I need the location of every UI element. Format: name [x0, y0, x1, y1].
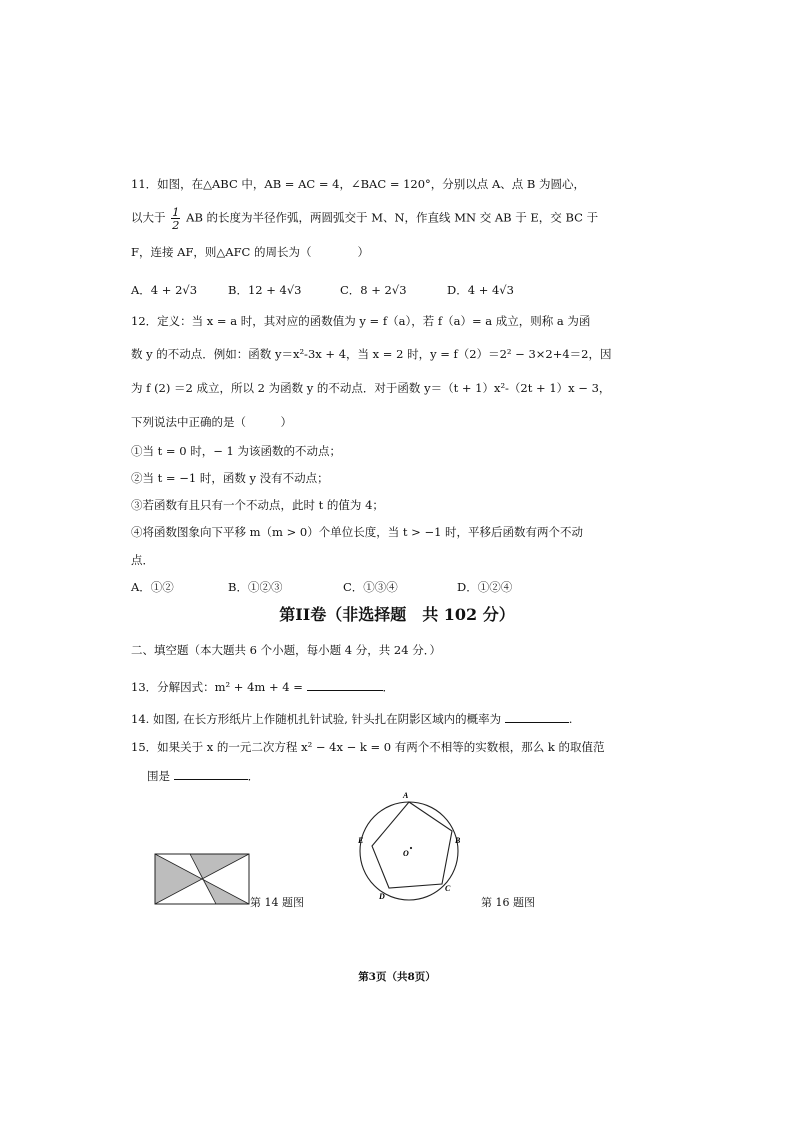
q14-line — [131, 710, 572, 727]
label-a: A — [403, 791, 409, 800]
fraction-one-half — [171, 206, 180, 231]
section-title: 第II卷（非选择题 共 102 分） — [279, 605, 515, 624]
q11-option-a: A．4 + 2√3 — [131, 283, 198, 297]
q12-statement-1: ①当 t = 0 时，− 1 为该函数的不动点； — [131, 444, 341, 458]
q11-option-d: D．4 + 4√3 — [447, 283, 514, 297]
shaded-triangle-top — [190, 854, 249, 879]
q15-end: ． — [247, 769, 260, 783]
q14-end: . — [568, 712, 573, 726]
figure-16-circle — [350, 790, 470, 906]
q13-answer-blank[interactable] — [307, 678, 383, 691]
q11-option-b: B．12 + 4√3 — [228, 283, 302, 297]
q12-option-b: B．①②③ — [228, 580, 283, 594]
q13-text: 13．分解因式：m² + 4m + 4 = — [131, 680, 303, 694]
q11-line3: F，连接 AF，则△AFC 的周长为（ ） — [131, 245, 369, 259]
q12-option-a: A．①② — [131, 580, 174, 594]
q12-statement-4-end: 点． — [131, 553, 154, 567]
q15-text: 围是 — [147, 769, 170, 783]
q15-line2 — [147, 767, 259, 784]
figure-14-rectangle — [154, 853, 250, 905]
q14-answer-blank[interactable] — [505, 710, 569, 723]
q11-line2 — [131, 206, 598, 231]
q11-option-c: C．8 + 2√3 — [340, 283, 407, 297]
figure-14-caption: 第 14 题图 — [250, 896, 304, 909]
label-c: C — [445, 884, 451, 893]
q12-line2: 数 y 的不动点．例如：函数 y＝x²-3x + 4，当 x = 2 时，y = f（2）＝2² − 3×2+4＝2，因 — [131, 347, 612, 361]
label-e: E — [358, 836, 364, 845]
fraction-denominator: 2 — [172, 218, 180, 232]
q13-end: ． — [382, 680, 395, 694]
fraction-numerator: 1 — [172, 205, 180, 219]
q12-statement-4: ④将函数图象向下平移 m（m > 0）个单位长度，当 t > −1 时，平移后函数有两个不动 — [131, 525, 584, 539]
q12-option-c: C．①③④ — [343, 580, 398, 594]
label-d: D — [379, 892, 385, 901]
q12-line3: 为 f (2) ＝2 成立，所以 2 为函数 y 的不动点．对于函数 y＝（t + 1）x²-（2t + 1）x − 3， — [131, 381, 611, 395]
q11-line2-suffix: AB 的长度为半径作弧，两圆弧交于 M、N，作直线 MN 交 AB 于 E，交 BC 于 — [186, 210, 599, 225]
q13-line — [131, 678, 394, 695]
label-o: O — [403, 849, 409, 858]
center-point — [410, 847, 412, 849]
q12-statement-3: ③若函数有且只有一个不动点，此时 t 的值为 4； — [131, 498, 384, 512]
q15-answer-blank[interactable] — [174, 767, 248, 780]
q12-statement-2: ②当 t = −1 时，函数 y 没有不动点； — [131, 471, 329, 485]
q12-option-d: D．①②④ — [457, 580, 513, 594]
fill-in-header: 二、填空题（本大题共 6 个小题，每小题 4 分，共 24 分．） — [131, 643, 441, 657]
q12-line4: 下列说法中正确的是（ ） — [131, 415, 292, 429]
q11-line2-prefix: 以大于 — [131, 210, 166, 225]
figure-16-caption: 第 16 题图 — [481, 896, 535, 909]
circle-o — [360, 802, 458, 900]
q12-line1: 12．定义：当 x = a 时，其对应的函数值为 y = f（a），若 f（a）= a 成立，则称 a 为函 — [131, 314, 591, 328]
q11-line1: 11．如图，在△ABC 中，AB = AC = 4，∠BAC = 120°，分别以点 A、点 B 为圆心， — [131, 177, 586, 191]
q14-text: 14. 如图, 在长方形纸片上作随机扎针试验, 针头扎在阴影区域内的概率为 — [131, 712, 502, 726]
pentagon-abcde — [372, 802, 452, 888]
label-b: B — [455, 836, 461, 845]
page-footer: 第3页（共8页） — [358, 971, 436, 983]
q15-line1: 15．如果关于 x 的一元二次方程 x² − 4x − k = 0 有两个不相等的实数根，那么 k 的取值范 — [131, 740, 605, 754]
